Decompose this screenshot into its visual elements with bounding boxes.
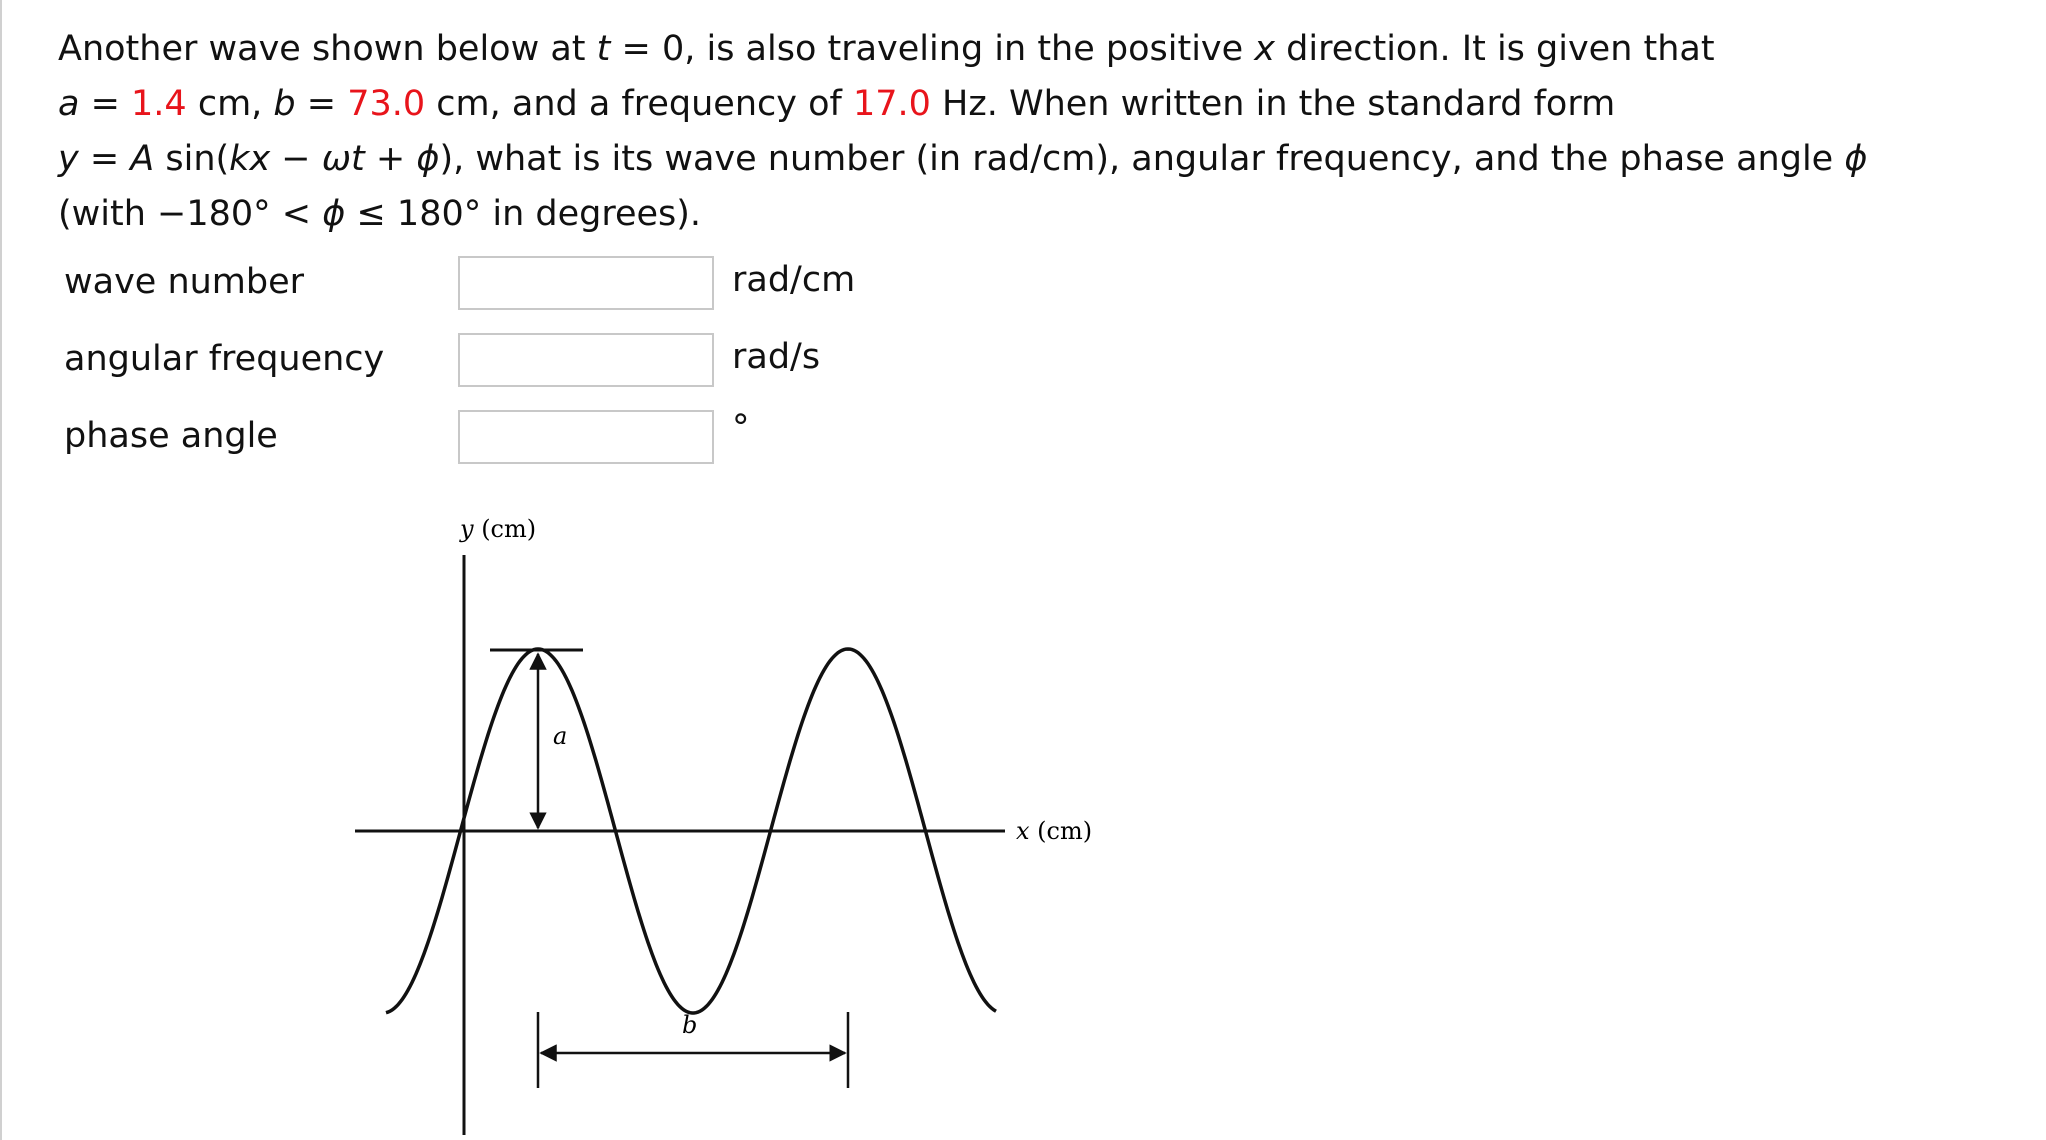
question-text-part: ≤ 180° in degrees).: [345, 194, 702, 234]
phase-angle-unit: °: [732, 408, 750, 448]
amplitude-label: a: [553, 722, 568, 750]
eq-part: sin(: [154, 139, 230, 179]
eq-part: A: [130, 139, 155, 179]
eq-part: y: [58, 139, 79, 179]
value-frequency: 17.0: [852, 84, 931, 124]
question-text-part: Another wave shown below at: [58, 29, 597, 69]
y-axis-label: y (cm): [460, 515, 537, 543]
var-phi: ϕ: [322, 194, 346, 234]
var-x: x: [1254, 29, 1276, 69]
eq-part: ωt: [321, 139, 365, 179]
var-phi: ϕ: [1844, 139, 1868, 179]
value-a: 1.4: [131, 84, 187, 124]
x-axis-label: x (cm): [1016, 817, 1093, 845]
question-text-part: (with −180° <: [58, 194, 323, 234]
eq-part: =: [78, 139, 131, 179]
eq-part: +: [364, 139, 417, 179]
phase-angle-label: phase angle: [64, 416, 278, 456]
angular-frequency-unit: rad/s: [732, 337, 821, 377]
question-text-part: cm, and a frequency of: [425, 84, 853, 124]
eq-part: ϕ: [416, 139, 440, 179]
eq-part: −: [270, 139, 322, 179]
angular-frequency-label: angular frequency: [64, 339, 385, 379]
question-text-part: =: [295, 84, 348, 124]
value-b: 73.0: [347, 84, 426, 124]
question-text-part: direction. It is given that: [1275, 29, 1715, 69]
question-text-part: =: [79, 84, 132, 124]
eq-part: kx: [229, 139, 271, 179]
wavelength-label: b: [682, 1011, 698, 1039]
question-text-part: = 0, is also traveling in the positive: [610, 29, 1255, 69]
wave-number-label: wave number: [64, 262, 305, 302]
var-b: b: [273, 84, 296, 124]
var-a: a: [58, 84, 80, 124]
question-text-part: ), what is its wave number (in rad/cm), angular frequency, and the phase angle: [439, 139, 1845, 179]
var-t: t: [596, 29, 611, 69]
wave-number-unit: rad/cm: [732, 260, 856, 300]
question-text-part: cm,: [186, 84, 274, 124]
question-text-part: Hz. When written in the standard form: [930, 84, 1616, 124]
